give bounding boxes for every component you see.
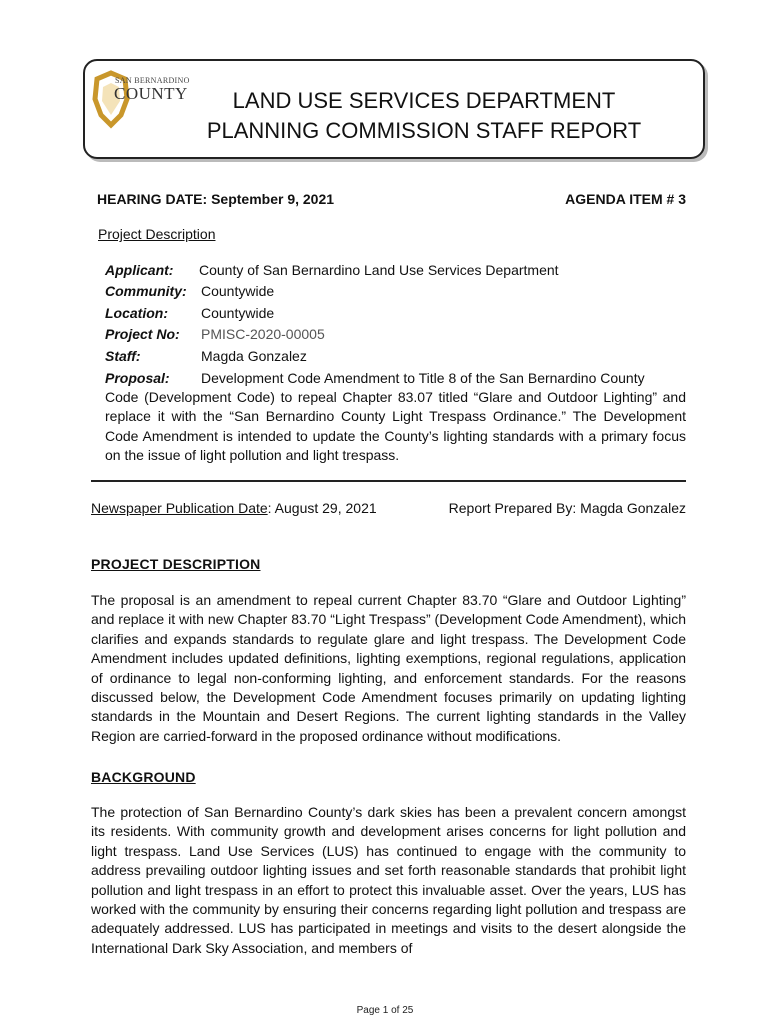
report-title: PLANNING COMMISSION STAFF REPORT [206, 118, 642, 143]
department-title: LAND USE SERVICES DEPARTMENT [232, 88, 616, 113]
publication-date-value: : August 29, 2021 [267, 500, 377, 516]
proposal-first-line: Development Code Amendment to Title 8 of the San Bernardino County [201, 370, 645, 386]
staff-label: Staff: [105, 348, 141, 364]
publication-date-label: Newspaper Publication Date [91, 500, 268, 516]
community-label: Community: [105, 283, 187, 299]
location-value: Countywide [201, 305, 275, 321]
proposal-body: Code (Development Code) to repeal Chapter 83.07 titled “Glare and Outdoor Lighting” and replace it with the “San Bernardino County Light Trespass Ordinance.” The Development Code Amendment is intended to update the County’s lighting standards with a primary focus on the issue of light pollution and light trespass. [105, 389, 686, 464]
project-description-link[interactable]: Project Description [98, 226, 216, 242]
background-body: The protection of San Bernardino County’s dark skies has been a prevalent concern amongst its residents. With community growth and development arises concerns for light pollution and light trespass. Land Use Services (LUS) has continued to engage with the community to address prevailing outdoor lighting issues and set forth reasonable standards that prohibit light pollution and light trespass in an effort to protect this invaluable asset. Over the years, LUS has worked with the community by ensuring their concerns regarding light pollution and trespass are adequately addressed. LUS has participated in meetings and visits to the desert alongside the International Dark Sky Association, and members of [91, 804, 686, 956]
community-value: Countywide [201, 283, 275, 299]
proposal-label: Proposal: [105, 370, 170, 386]
page-number: Page 1 of 25 [356, 1005, 414, 1016]
publication-date [91, 500, 377, 516]
report-header-box [83, 59, 705, 159]
project-no-value: PMISC-2020-00005 [201, 326, 325, 342]
staff-value: Magda Gonzalez [201, 348, 307, 364]
hearing-date: HEARING DATE: September 9, 2021 [97, 191, 335, 207]
prepared-by: Report Prepared By: Magda Gonzalez [448, 500, 686, 516]
applicant-label: Applicant: [105, 262, 174, 278]
project-description-heading: PROJECT DESCRIPTION [91, 556, 261, 572]
location-label: Location: [105, 305, 168, 321]
logo-main-text: COUNTY [114, 84, 188, 103]
section-divider [91, 480, 686, 482]
project-no-label: Project No: [105, 326, 180, 342]
applicant-value: County of San Bernardino Land Use Services Department [199, 262, 559, 278]
agenda-item: AGENDA ITEM # 3 [565, 191, 686, 207]
project-description-body: The proposal is an amendment to repeal current Chapter 83.70 “Glare and Outdoor Lighting” and replace it with new Chapter 83.70 “Light Trespass” (Development Code Amendment), which clarifies and expands standards to regulate glare and light trespass. The Development Code Amendment includes updated definitions, lighting exemptions, regional regulations, application of ordinance to legal non-conforming lighting, and enforcement standards. For the reasons discussed below, the Development Code Amendment focuses primarily on updating lighting standards in the Mountain and Desert Regions. The current lighting standards in the Valley Region are carried-forward in the proposed ordinance without modifications. [91, 592, 686, 744]
logo-top-text: SAN BERNARDINO [115, 76, 190, 85]
background-heading: BACKGROUND [91, 769, 196, 785]
